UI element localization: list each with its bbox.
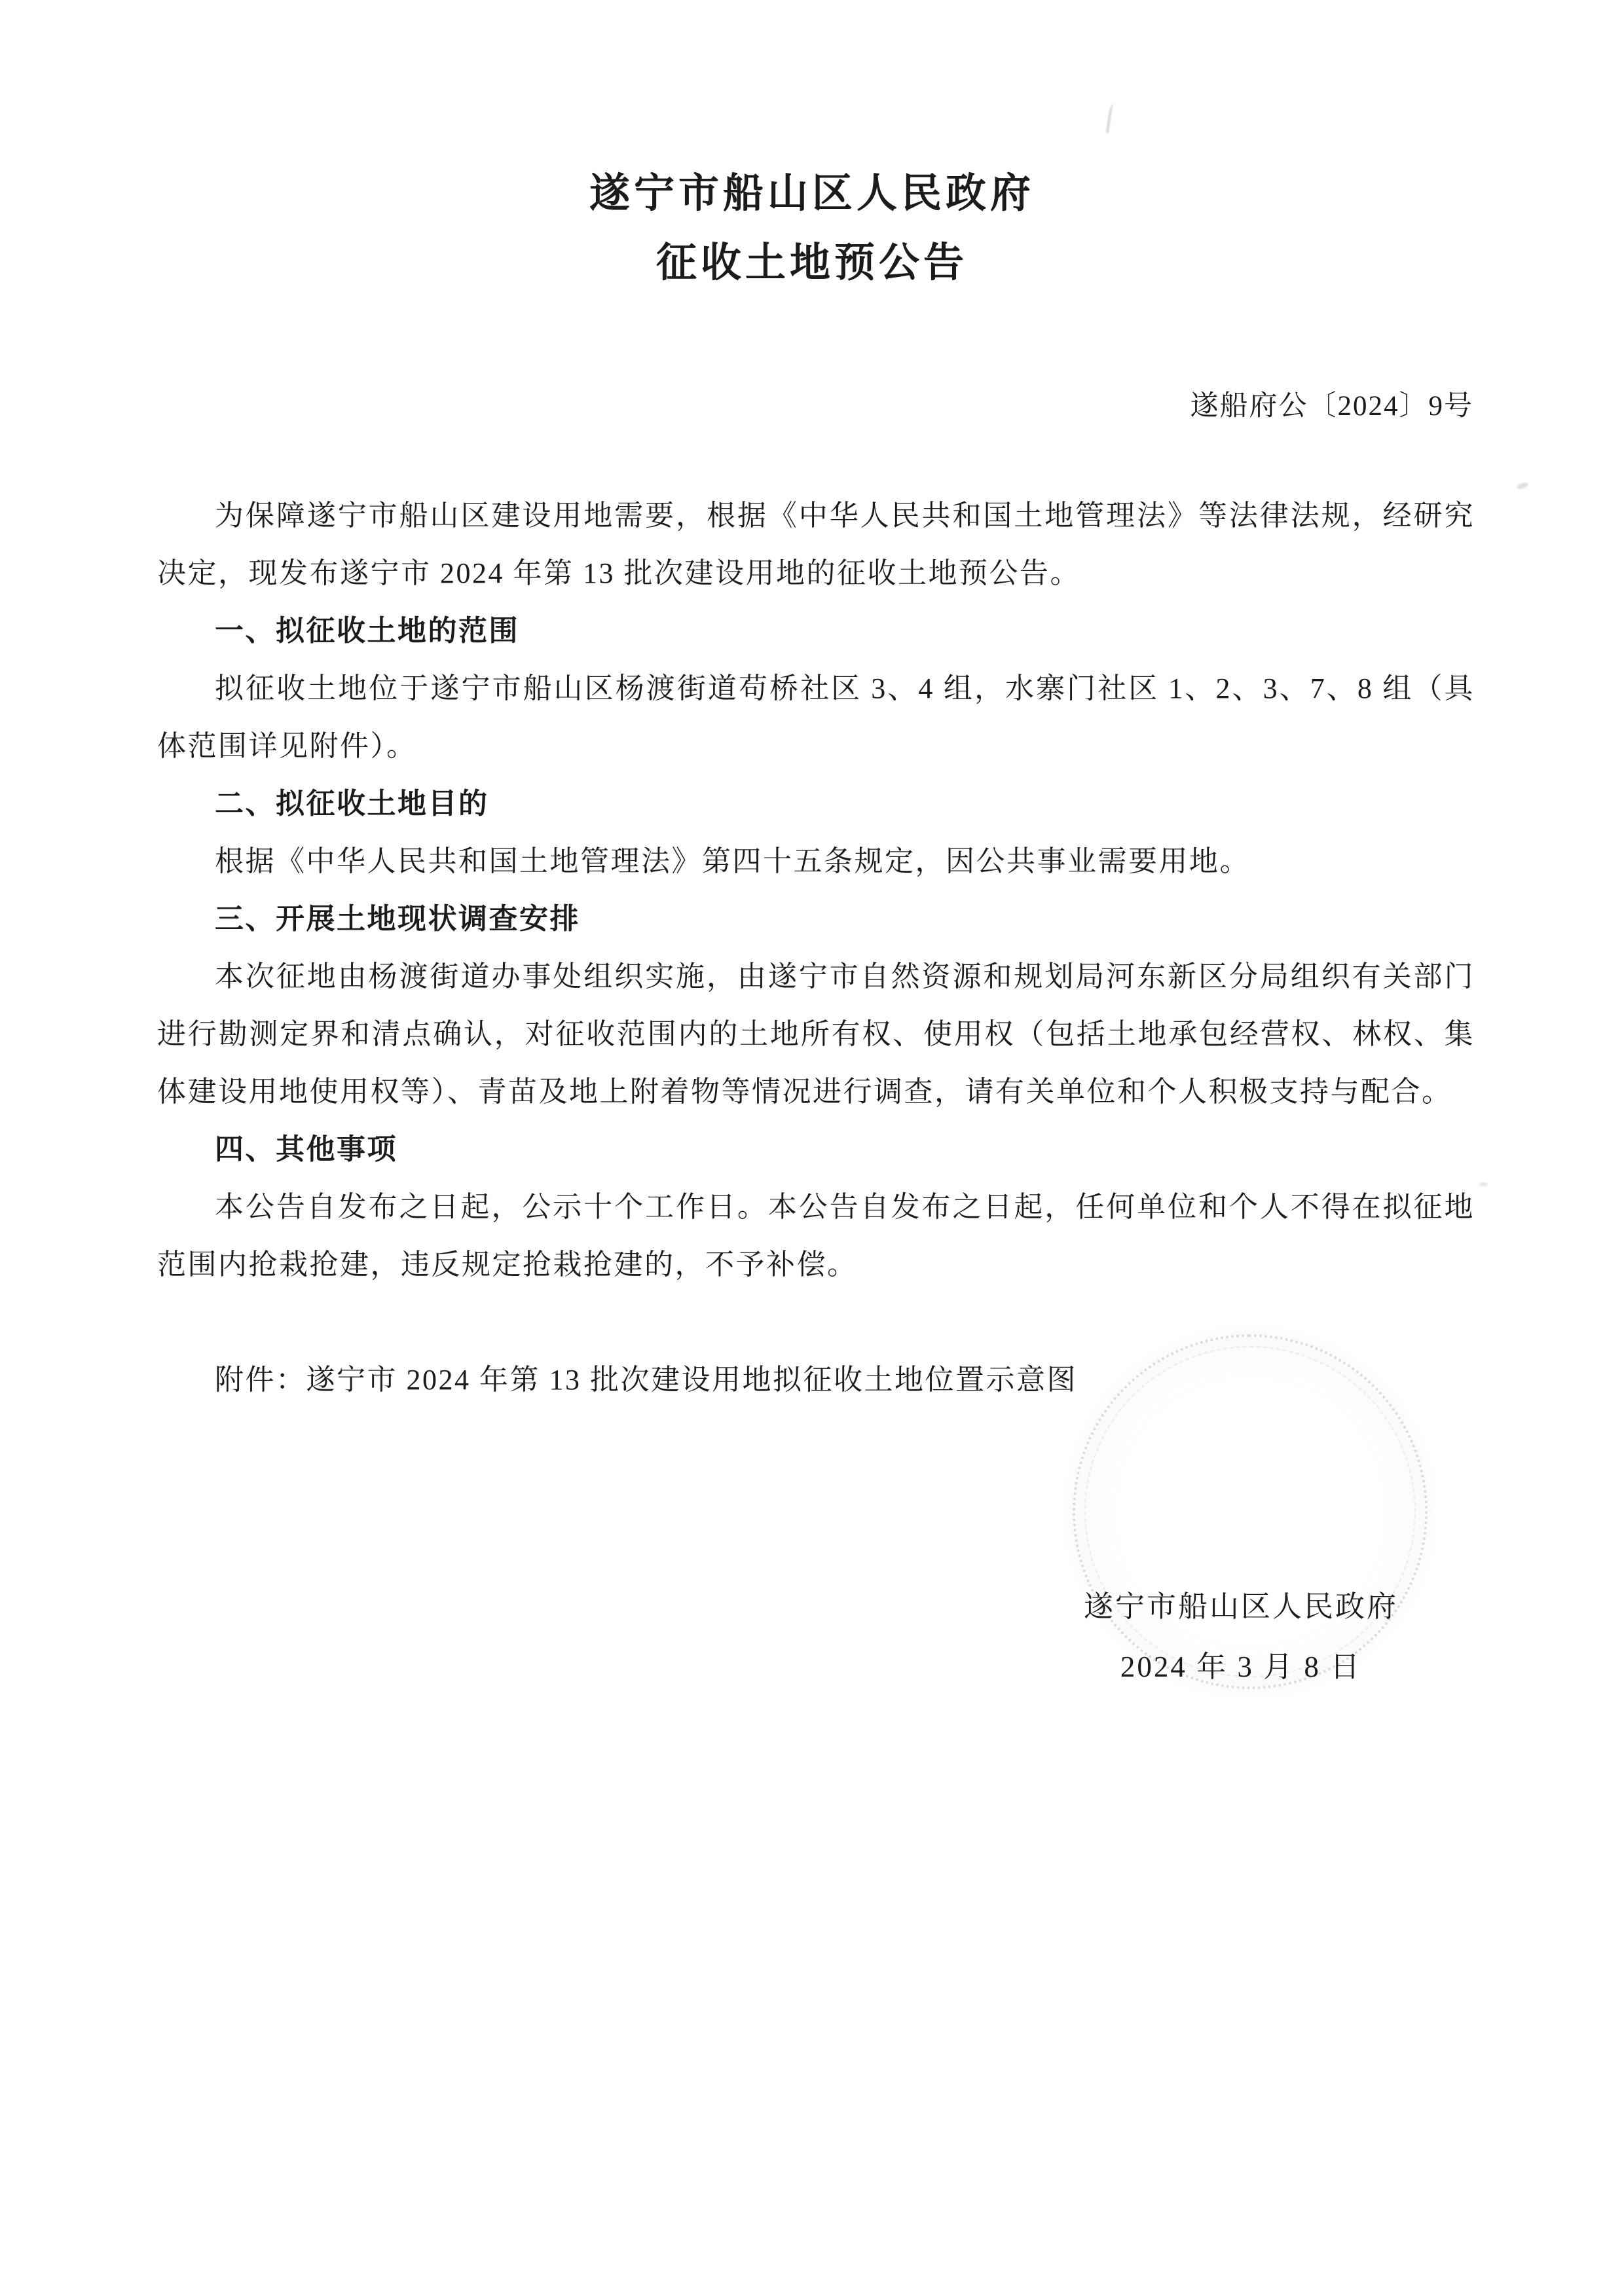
signature-block — [1012, 1576, 1470, 1697]
scan-artifact-speck — [1479, 1182, 1488, 1186]
signature-date: 2024 年 3 月 8 日 — [1120, 1650, 1362, 1683]
section-heading-4: 四、其他事项 — [215, 1133, 397, 1165]
signature-issuer: 遂宁市船山区人民政府 — [1083, 1590, 1398, 1623]
section-heading-1: 一、拟征收土地的范围 — [215, 615, 519, 647]
body-paragraph: 拟征收土地位于遂宁市船山区杨渡街道苟桥社区 3、4 组，水寨门社区 1、2、3、7、8 组（具体范围详见附件）。 — [157, 672, 1475, 762]
body-paragraph: 本公告自发布之日起，公示十个工作日。本公告自发布之日起，任何单位和个人不得在拟征地范围内抢栽抢建，违反规定抢栽抢建的，不予补偿。 — [157, 1191, 1475, 1281]
title-line-1: 遂宁市船山区人民政府 — [589, 171, 1035, 216]
scan-artifact-mark — [1106, 103, 1116, 134]
attachment-line: 附件：遂宁市 2024 年第 13 批次建设用地拟征收土地位置示意图 — [215, 1364, 1077, 1396]
body-paragraph: 根据《中华人民共和国土地管理法》第四十五条规定，因公共事业需要用地。 — [215, 845, 1250, 877]
body-paragraph: 为保障遂宁市船山区建设用地需要，根据《中华人民共和国土地管理法》等法律法规，经研究决定，现发布遂宁市 2024 年第 13 批次建设用地的征收土地预公告。 — [157, 500, 1475, 589]
document-body — [157, 487, 1475, 1409]
document-title — [0, 169, 1624, 288]
section-heading-3: 三、开展土地现状调查安排 — [215, 903, 580, 935]
title-line-2: 征收土地预公告 — [655, 240, 968, 285]
body-paragraph: 本次征地由杨渡街道办事处组织实施，由遂宁市自然资源和规划局河东新区分局组织有关部门进行勘测定界和清点确认，对征收范围内的土地所有权、使用权（包括土地承包经营权、林权、集体建设用地使用权等）、青苗及地上附着物等情况进行调查，请有关单位和个人积极支持与配合。 — [157, 960, 1475, 1108]
scan-artifact-speck — [1516, 481, 1529, 490]
document-number: 遂船府公〔2024〕9号 — [1190, 391, 1473, 422]
section-heading-2: 二、拟征收土地目的 — [215, 788, 489, 820]
